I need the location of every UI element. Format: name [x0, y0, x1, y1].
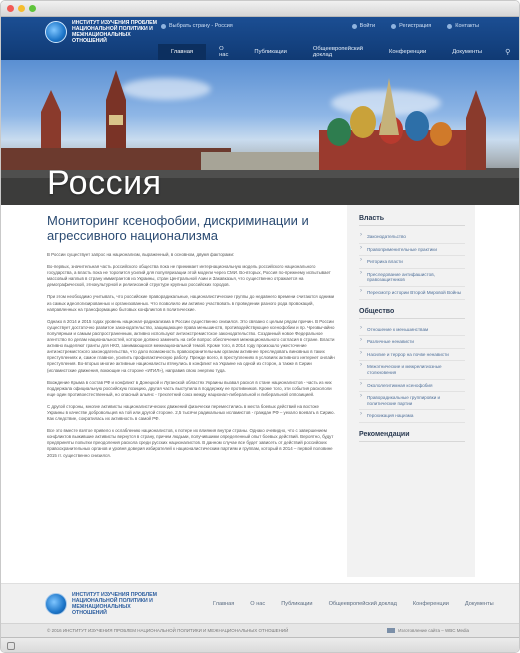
user-icon: [352, 24, 357, 29]
main-nav: [158, 44, 511, 60]
site-footer: [1, 583, 520, 623]
copyright-bar: [1, 623, 520, 637]
country-title: Россия: [47, 164, 162, 202]
footer-nav-home[interactable]: Главная: [213, 601, 235, 607]
article-paragraph: Во-первых, значительная часть российского общества пока не принимает интернациональную модель российского национального государства, а власть пока не торопится усилий для популяризации этой модели через СМИ. Во-вторых, Россия по-прежнему испытывает массовый наплыв в страну иммигрантов из Украины, стран Центральной Азии и Закавказья, что существенно отражается на демографической, этнокультурной и религиозной структуре крупных российских городов.: [47, 264, 331, 288]
sidebar-list-power: [359, 231, 465, 300]
logo-text: ИНСТИТУТ ИЗУЧЕНИЯ ПРОБЛЕМ НАЦИОНАЛЬНОЙ ПОЛИТИКИ И МЕЖНАЦИОНАЛЬНЫХ ОТНОШЕНИЙ: [72, 20, 157, 44]
developer-link[interactable]: [387, 628, 469, 633]
sidebar-item[interactable]: › Окололегитимная ксенофобия: [359, 380, 465, 393]
login-link[interactable]: [352, 23, 375, 29]
hero-banner: [1, 60, 519, 205]
footer-logo-text: ИНСТИТУТ ИЗУЧЕНИЯ ПРОБЛЕМ НАЦИОНАЛЬНОЙ ПОЛИТИКИ И МЕЖНАЦИОНАЛЬНЫХ ОТНОШЕНИЙ: [72, 592, 157, 616]
footer-nav-publications[interactable]: Публикации: [281, 601, 313, 607]
window-titlebar: [1, 1, 519, 17]
article-paragraph: При этом необходимо учитывать, что российские праворадикальные, националистические группы до недавнего времени считаются одними из самых идеологизированных и организованных. Что позволило им активно участвовать в проведении разного рода провокаций, направленных на трансформацию бытовых конфликтов в политические.: [47, 294, 335, 312]
sidebar-item[interactable]: › Насилие и террор на почве ненависти: [359, 349, 465, 362]
nav-documents[interactable]: Документы: [452, 49, 483, 55]
article-paragraph: С другой стороны, многие активисты националистических движений физически переместились в места боевых действий на востоке Украины в качестве добровольцев на той или другой стороне. 2,5 тысячи радикальных исламистов - граждан РФ – уехало воевать в Сирию. Как следствие, сократилась их активность в самой РФ.: [47, 403, 335, 422]
register-link[interactable]: [391, 23, 431, 29]
article-title: Мониторинг ксенофобии, дискриминации и агрессивного национализма: [47, 213, 309, 243]
globe-icon: [161, 24, 166, 29]
article-paragraph: В России существует запрос на национализм, выраженный, в основном, двумя факторами:: [47, 252, 235, 257]
footer-nav-conferences[interactable]: Конференции: [412, 601, 449, 607]
sidebar-heading-recommendations[interactable]: Рекомендации: [359, 431, 465, 442]
article-paragraph: Однако в 2014 и 2015 годах уровень национал-радикализма в России существенно снизился. Это связано с целым рядом причин. В России существует достаточно развитое законодательство, защищающее права меньшинств, противодействующее ксенофобии и пр. Чрезвычайно популярным и самым распространенным, активно используют антиэкстремистское законодательство. Созданный новое Федеральное агентство по делам национальностей, которое должно заменить на себе вопрос обеспечения межнационального согласия в стране. Власти активно выделяют гранты для НКО, занимающихся межнациональной темой. Кроме того, в 2014 году произошло ужесточение антиэкстремистского законодательства, что дало возможность правоохранительным органам активнее преследовать виновных в таких преступлениях и, самое главное, усилить профилактическую работу. Прежде всего, в преступлениях в условиях активного интернет онлайн преступления. Во-вторых многие активные националисты втянулись в конфликт на Украине на одной из сторон, а также в Сирии (исламистские движения, воюющие на стороне «ИГИЛ»), направив свою энергию туда.: [47, 318, 335, 373]
sidebar-item[interactable]: › Риторика власти: [359, 256, 465, 269]
sidebar-item[interactable]: › Межэтнические и межрелигиозные столкновения: [359, 361, 465, 379]
footer-nav-european-report[interactable]: Общеевропейский доклад: [328, 601, 397, 607]
sidebar-item[interactable]: › Пересмотр истории Второй Мировой Войны: [359, 287, 465, 300]
pencil-icon: [391, 24, 396, 29]
sidebar-item[interactable]: › Отношение к меньшинствам: [359, 324, 465, 337]
register-label: Регистрация: [399, 23, 432, 29]
site-logo[interactable]: [45, 20, 162, 44]
footer-nav-documents[interactable]: Документы: [464, 601, 494, 607]
region-label: Выбрать страну - Россия: [169, 23, 233, 29]
sidebar-item[interactable]: › Герохикация нацизма: [359, 410, 465, 423]
site-header: [1, 17, 519, 60]
region-selector[interactable]: [161, 23, 233, 29]
article-paragraph: Все это вместе взятое привело к ослаблению националистов, к потере их влияния внутри страны. Однако очевидно, что с завершением конфликтов выжившие активисты вернутся в страну, причем людьми, получившими определенный опыт боевых действий. Вероятно, будут предприняты попытки преодоления раскола среди русских националистов. В данном случае все будет зависеть от действий российских правоохранительных органов и уровня доверия избирателей к националистическим партиям и группам, который в 2014 – первой половине 2015 гг. существенно снизился.: [47, 428, 334, 458]
footer-nav-about[interactable]: О нас: [250, 601, 266, 607]
sidebar: [347, 205, 475, 577]
sidebar-heading-power: Власть: [359, 215, 465, 226]
login-label: Войти: [359, 23, 376, 29]
contacts-link[interactable]: [447, 23, 479, 29]
sidebar-heading-society: Общество: [359, 308, 465, 319]
sidebar-item[interactable]: › Правоприменительные практики: [359, 244, 465, 257]
sidebar-list-society: [359, 324, 465, 423]
copyright-text: © 2016 ИНСТИТУТ ИЗУЧЕНИЯ ПРОБЛЕМ НАЦИОНАЛЬНОЙ ПОЛИТИКИ И МЕЖНАЦИОНАЛЬНЫХ ОТНОШЕНИЙ: [47, 628, 289, 633]
globe-logo-icon: [45, 21, 67, 43]
sidebar-item[interactable]: › Различные ненависти: [359, 336, 465, 349]
contacts-label: Контакты: [455, 23, 479, 29]
minimize-window-icon[interactable]: [18, 5, 25, 12]
nav-home[interactable]: Главная: [158, 44, 206, 60]
nav-european-report[interactable]: Общеевропейский доклад: [312, 46, 363, 58]
browser-statusbar: [1, 637, 520, 653]
developer-label: Изготовление сайта – WBC Media: [398, 628, 469, 633]
footer-logo[interactable]: [45, 592, 162, 616]
globe-logo-icon: [45, 593, 67, 615]
nav-conferences[interactable]: Конференции: [388, 49, 427, 55]
sidebar-item[interactable]: › Преследование антифашистов, правозащитников: [359, 269, 465, 287]
top-bar: [161, 23, 479, 29]
maximize-window-icon[interactable]: [29, 5, 36, 12]
content-area: [1, 205, 519, 577]
nav-about[interactable]: О нас: [219, 46, 229, 58]
sidebar-item[interactable]: › Законодательство: [359, 231, 465, 244]
developer-logo-icon: [387, 628, 395, 633]
nav-publications[interactable]: Публикации: [254, 49, 287, 55]
footer-nav: [213, 601, 494, 607]
close-window-icon[interactable]: [7, 5, 14, 12]
article-paragraph: Вхождение Крыма в состав РФ и конфликт в Донецкой и Луганской областях Украины вызвал раскол в стане националистов - часть из них поддержала официальную российскую позицию, другая часть выступила в поддержку ее противников. Кроме того, эти события раскололи еще один противоестественный, но опасный альянс - трехлетний союз между национал-либеральной и либеральной оппозицией.: [47, 379, 332, 397]
zoom-icon[interactable]: [7, 642, 15, 650]
search-icon[interactable]: ⚲: [505, 49, 511, 56]
sidebar-item[interactable]: › Праворадикальные группировки и политические партии: [359, 392, 465, 410]
main-article: [47, 213, 335, 465]
phone-icon: [447, 24, 452, 29]
